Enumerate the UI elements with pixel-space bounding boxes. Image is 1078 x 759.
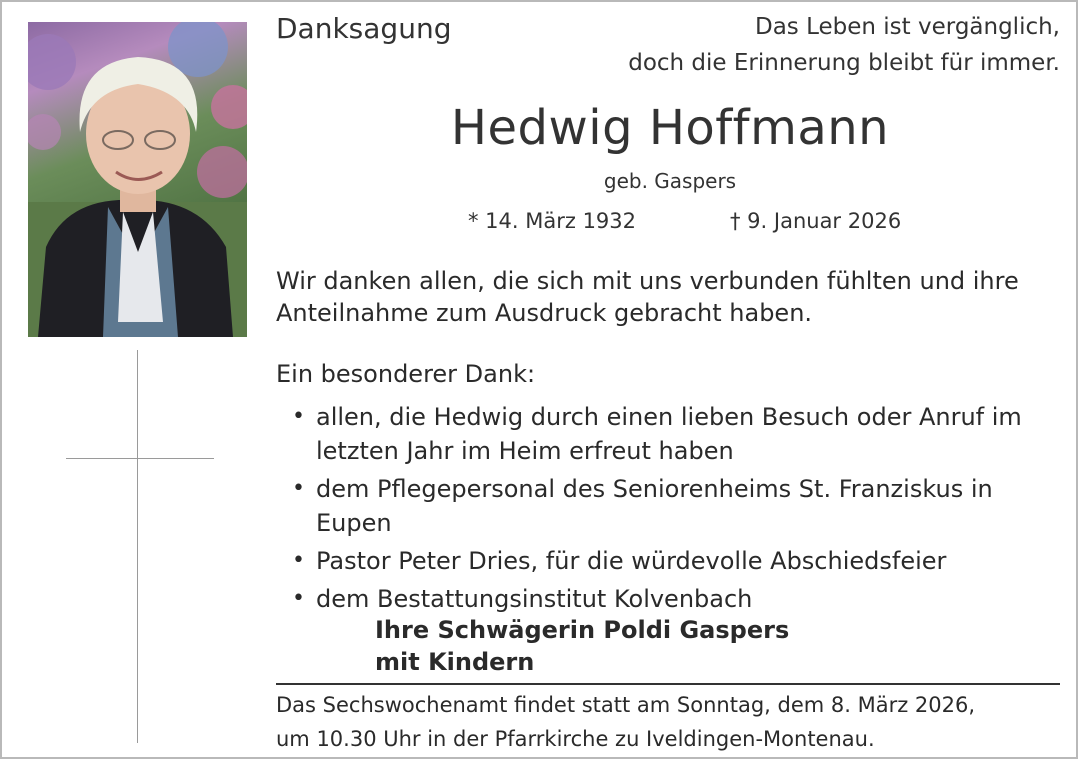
divider: [276, 683, 1060, 685]
death-date: † 9. Januar 2026: [730, 209, 902, 233]
motto: [628, 9, 1060, 81]
list-item: [292, 582, 1072, 616]
signature-line-2: mit Kindern: [375, 648, 535, 676]
service-announcement: [276, 688, 1066, 756]
motto-line-2: doch die Erinnerung bleibt für immer.: [628, 50, 1060, 76]
signature-line-1: Ihre Schwägerin Poldi Gaspers: [375, 616, 790, 644]
list-item: [292, 472, 1072, 540]
list-item-line-2: letzten Jahr im Heim erfreut haben: [316, 437, 734, 465]
list-item-line-1: Pastor Peter Dries, für die würdevolle Abschiedsfeier: [316, 547, 947, 575]
list-item-line-1: dem Pflegepersonal des Seniorenheims St. Franziskus in Eupen: [316, 475, 993, 537]
portrait-photo: [28, 22, 247, 337]
portrait-image: [28, 22, 247, 337]
notice-heading: Danksagung: [276, 12, 452, 45]
list-item-line-1: dem Bestattungsinstitut Kolvenbach: [316, 585, 753, 613]
birth-name: geb. Gaspers: [603, 169, 737, 193]
list-item-line-1: allen, die Hedwig durch einen lieben Besuch oder Anruf im: [316, 403, 1022, 431]
cross-vertical-bar: [137, 350, 138, 743]
bullet-icon: •: [292, 586, 305, 611]
bullet-icon: •: [292, 404, 305, 429]
thanks-list: [292, 400, 1072, 620]
bullet-icon: •: [292, 548, 305, 573]
special-thanks-heading: Ein besonderer Dank:: [276, 360, 536, 388]
service-line-2: um 10.30 Uhr in der Pfarrkirche zu Iveldingen-Montenau.: [276, 727, 875, 751]
thanks-line-1: Wir danken allen, die sich mit uns verbunden fühlten und ihre: [276, 267, 1019, 295]
motto-line-1: Das Leben ist vergänglich,: [755, 14, 1060, 40]
deceased-name: Hedwig Hoffmann: [450, 100, 890, 156]
thanks-line-2: Anteilnahme zum Ausdruck gebracht haben.: [276, 299, 813, 327]
list-item: [292, 400, 1072, 468]
thanks-paragraph: [276, 265, 1066, 329]
signature: [375, 614, 789, 678]
birth-date: * 14. März 1932: [468, 209, 637, 233]
list-item: [292, 544, 1072, 578]
cross-horizontal-bar: [66, 458, 214, 459]
bullet-icon: •: [292, 476, 305, 501]
service-line-1: Das Sechswochenamt findet statt am Sonntag, dem 8. März 2026,: [276, 693, 976, 717]
